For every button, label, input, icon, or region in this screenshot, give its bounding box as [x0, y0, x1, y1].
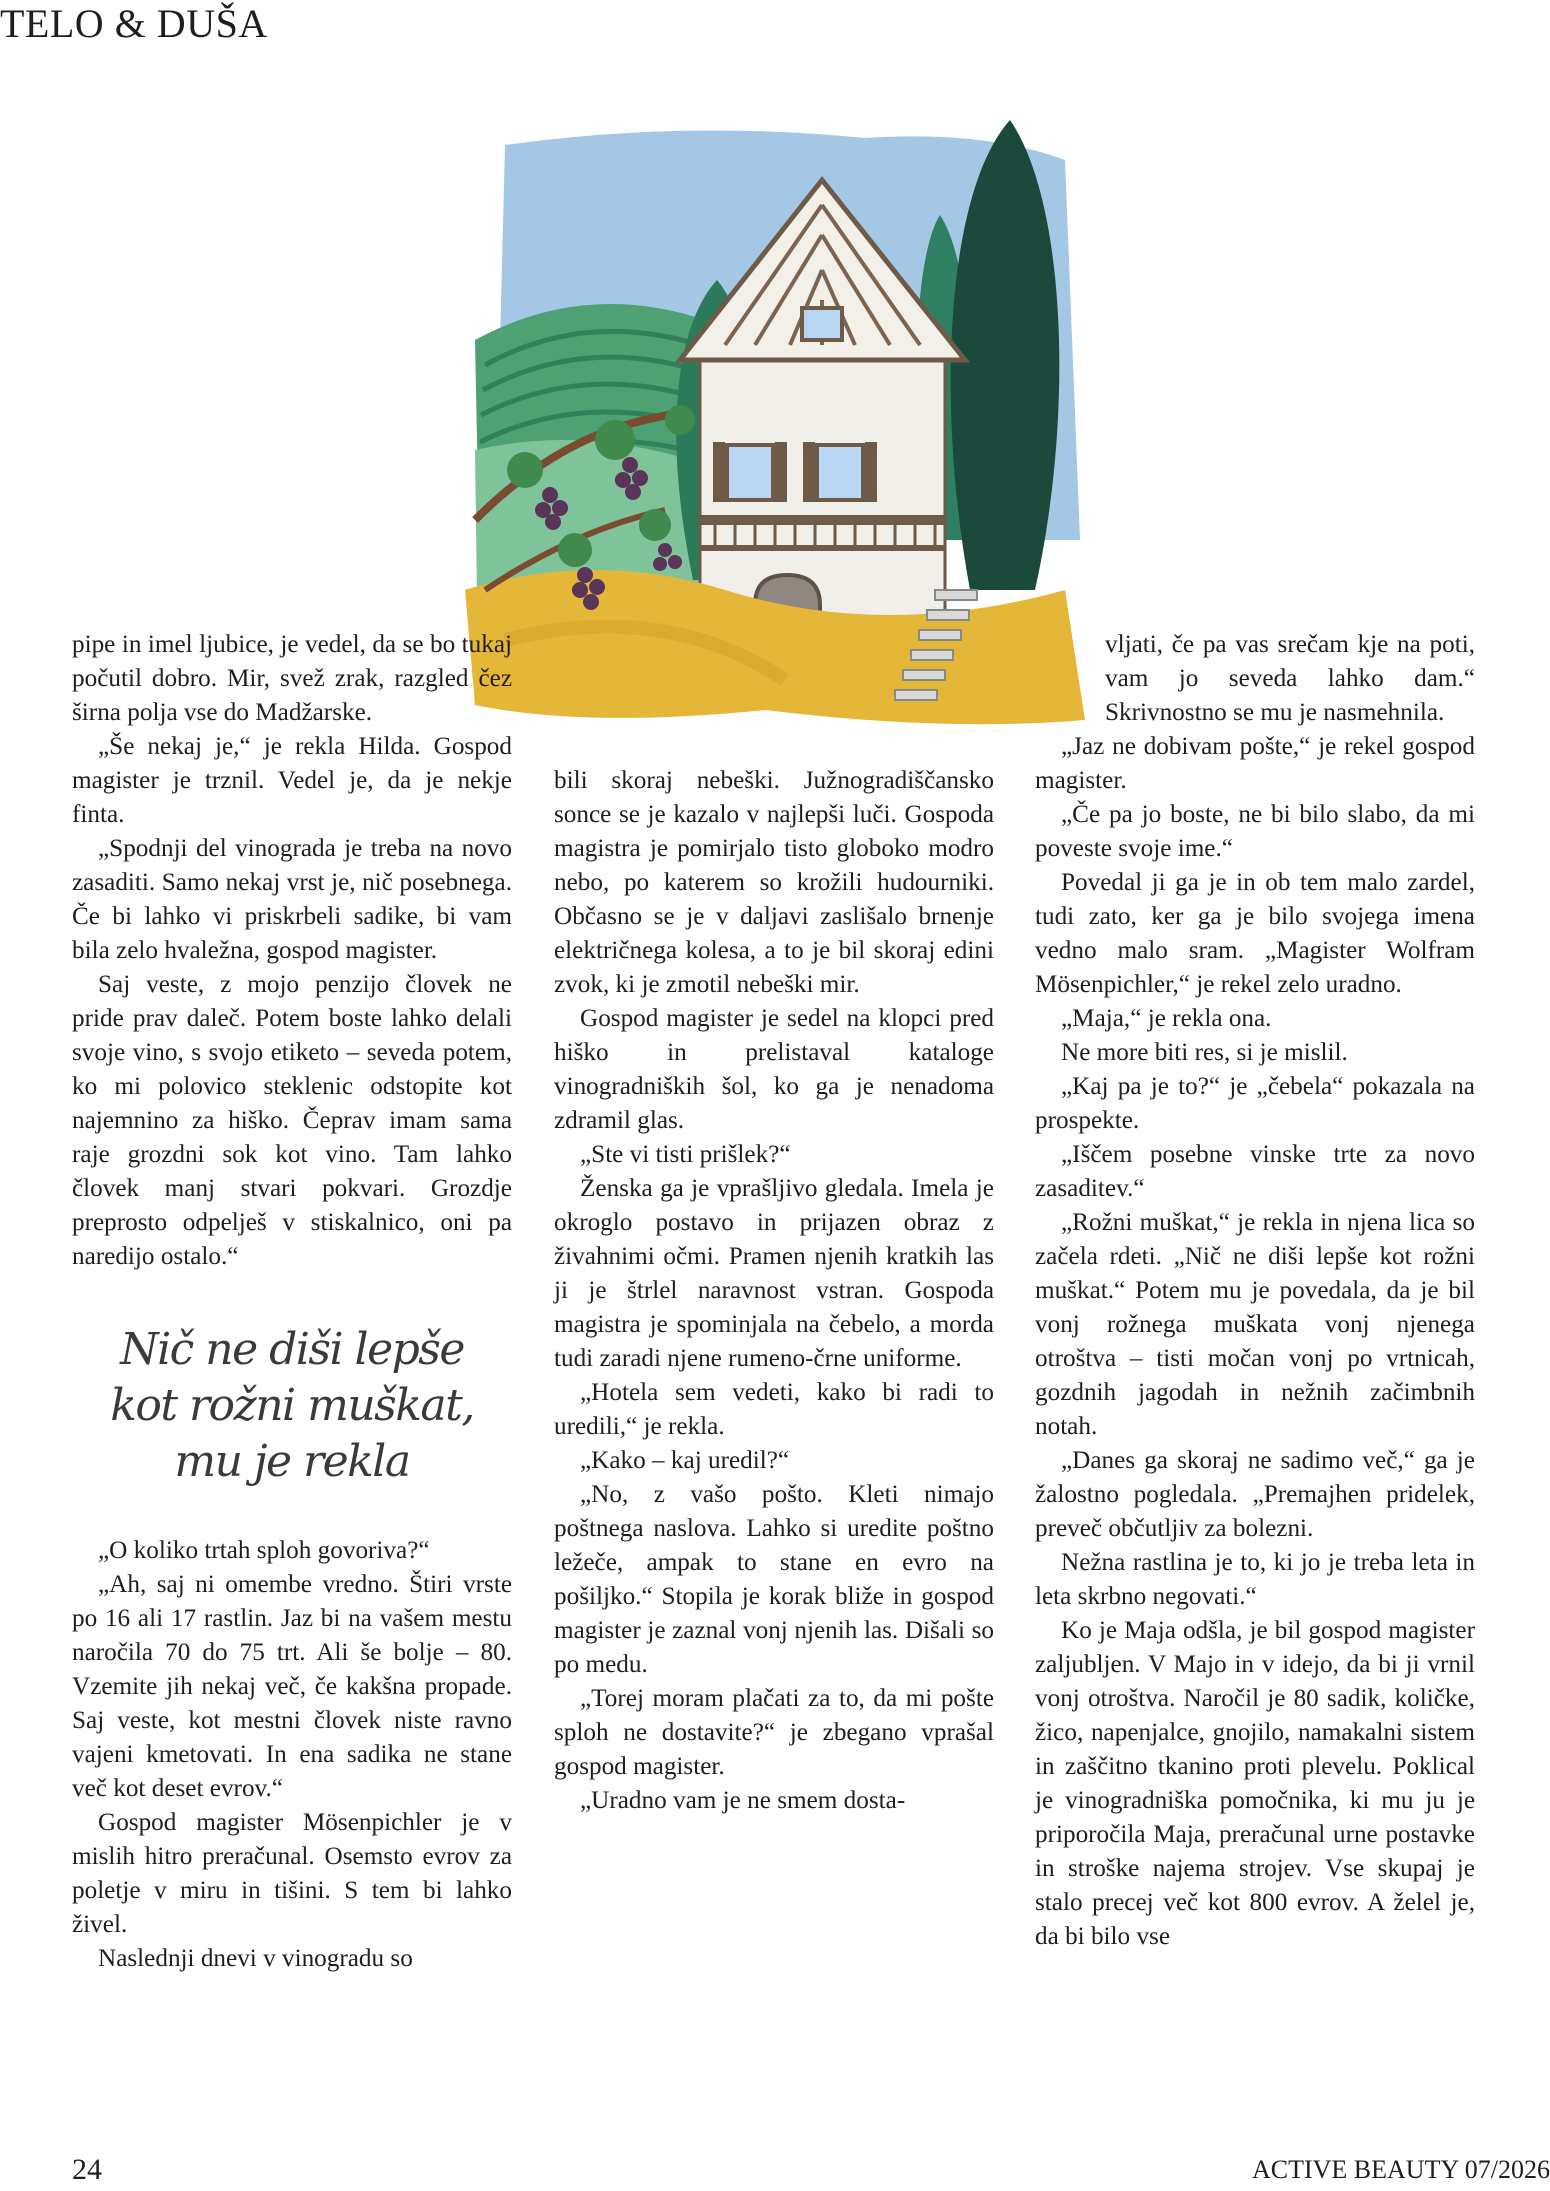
paragraph: „Če pa jo boste, ne bi bilo slabo, da mi poveste svoje ime.“ [1035, 801, 1475, 862]
paragraph: „Rožni muškat,“ je rekla in njena lica so začela rdeti. „Nič ne diši lepše kot rožni muškat.“ Potem mu je povedala, da je bil vonj rožnega muškata vonj njenega otroštva – tisti močan vonj po vrtnicah, gozdnih jagodah in nežnih začimbnih notah. [1035, 1209, 1475, 1440]
vineyard-house-illustration [465, 120, 1090, 740]
article-column-3 [1035, 628, 1475, 1954]
paragraph: „O koliko trtah sploh govoriva?“ [98, 1537, 430, 1564]
page-number: 24 [72, 2153, 102, 2186]
paragraph: Povedal ji ga je in ob tem malo zardel, tudi zato, ker ga je bilo svojega imena vedno malo sram. „Magister Wolfram Mösenpichler,“ je rekel zelo uradno. [1035, 869, 1475, 998]
pull-quote-line: mu je rekla [174, 1436, 410, 1487]
paragraph: Ne more biti res, si je mislil. [1061, 1039, 1348, 1066]
paragraph: „Kaj pa je to?“ je „čebela“ pokazala na prospekte. [1035, 1073, 1475, 1134]
paragraph: Gospod magister je sedel na klopci pred hiško in prelistaval kataloge vinogradniških šol, ko ga je nenadoma zdramil glas. [554, 1005, 994, 1134]
paragraph: „Danes ga skoraj ne sadimo več,“ ga je žalostno pogledala. „Premajhen pridelek, preveč občutljiv za bolezni. [1035, 1447, 1475, 1542]
paragraph: Nežna rastlina je to, ki jo je treba leta in leta skrbno negovati.“ [1035, 1549, 1475, 1610]
paragraph: „Še nekaj je,“ je rekla Hilda. Gospod magister je trznil. Vedel je, da je nekje finta. [72, 733, 512, 828]
paragraph: Ženska ga je vprašljivo gledala. Imela je okroglo postavo in prijazen obraz z živahnimi očmi. Pramen njenih kratkih las ji je štrlel naravnost vstran. Gospoda magistra je spominjala na čebelo, a morda tudi zaradi njene rumeno-črne uniforme. [554, 1175, 994, 1372]
pull-quote [72, 1322, 512, 1490]
paragraph: „Ste vi tisti prišlek?“ [580, 1141, 791, 1168]
paragraph: „Kako – kaj uredil?“ [580, 1447, 790, 1474]
magazine-issue: ACTIVE BEAUTY 07/2026 [1251, 2155, 1550, 2184]
paragraph: „Jaz ne dobivam pošte,“ je rekel gospod magister. [1035, 733, 1475, 794]
article-column-2 [554, 764, 994, 1818]
paragraph: bili skoraj nebeški. Južnogradiščansko sonce se je kazalo v najlepši luči. Gospoda magistra je pomirjalo tisto globoko modro nebo, po katerem so krožili hudourniki. Občasno se je v daljavi zaslišalo brnenje električnega kolesa, a to je bil skoraj edini zvok, ki je zmotil nebeški mir. [554, 767, 994, 998]
paragraph: „Iščem posebne vinske trte za novo zasaditev.“ [1035, 1141, 1475, 1202]
paragraph: „No, z vašo pošto. Kleti nimajo poštnega naslova. Lahko si uredite poštno ležeče, ampak to stane en evro na pošiljko.“ Stopila je korak bliže in gospod magister je zaznal vonj njenih las. Dišali so po medu. [554, 1481, 994, 1678]
paragraph: pipe in imel ljubice, je vedel, da se bo tukaj počutil dobro. Mir, svež zrak, razgled čez širna polja vse do Madžarske. [72, 631, 512, 726]
paragraph: „Spodnji del vinograda je treba na novo zasaditi. Samo nekaj vrst je, nič posebnega. Če bi lahko vi priskrbeli sadike, bi vam bila zelo hvaležna, gospod magister. [72, 835, 512, 964]
paragraph: vljati, če pa vas srečam kje na poti, vam jo seveda lahko dam.“ Skrivnostno se mu je nasmehnila. [1105, 631, 1475, 726]
paragraph: Ko je Maja odšla, je bil gospod magister zaljubljen. V Majo in v idejo, da bi ji vrnil vonj otroštva. Naročil je 80 sadik, količke, žico, napenjalce, gnojilo, namakalni sistem in zaščitno tkanino proti plevelu. Poklical je vinogradniška pomočnika, ki mu ju je priporočila Maja, preračunal urne postavke in stroške najema strojev. Vse skupaj je stalo precej več kot 800 evrov. A želel je, da bi bilo vse [1035, 1617, 1475, 1950]
paragraph: Gospod magister Mösenpichler je v mislih hitro preračunal. Osemsto evrov za poletje v miru in tišini. S tem bi lahko živel. [72, 1809, 512, 1938]
pull-quote-line: Nič ne diši lepše [120, 1324, 464, 1375]
article-column-1 [72, 628, 512, 1976]
section-title: TELO & DUŠA [0, 1, 268, 46]
pull-quote-line: kot rožni muškat, [110, 1380, 474, 1431]
paragraph: „Uradno vam je ne smem dosta- [580, 1787, 906, 1814]
paragraph: „Torej moram plačati za to, da mi pošte sploh ne dostavite?“ je zbegano vprašal gospod magister. [554, 1685, 994, 1780]
paragraph: „Maja,“ je rekla ona. [1061, 1005, 1272, 1032]
paragraph: „Hotela sem vedeti, kako bi radi to uredili,“ je rekla. [554, 1379, 994, 1440]
paragraph: Naslednji dnevi v vinogradu so [98, 1945, 413, 1972]
paragraph: Saj veste, z mojo penzijo človek ne pride prav daleč. Potem boste lahko delali svoje vino, s svojo etiketo – seveda potem, ko mi polovico steklenic odstopite kot najemnino za hiško. Čeprav imam sama raje grozdni sok kot vino. Tam lahko človek manj stvari pokvari. Grozdje preprosto odpelješ v stiskalnico, oni pa naredijo ostalo.“ [72, 971, 512, 1270]
paragraph: „Ah, saj ni omembe vredno. Štiri vrste po 16 ali 17 rastlin. Jaz bi na vašem mestu naročila 70 do 75 trt. Ali še bolje – 80. Vzemite jih nekaj več, če kakšna propade. Saj veste, kot mestni človek niste ravno vajeni kmetovati. In ena sadika ne stane več kot deset evrov.“ [72, 1571, 512, 1802]
